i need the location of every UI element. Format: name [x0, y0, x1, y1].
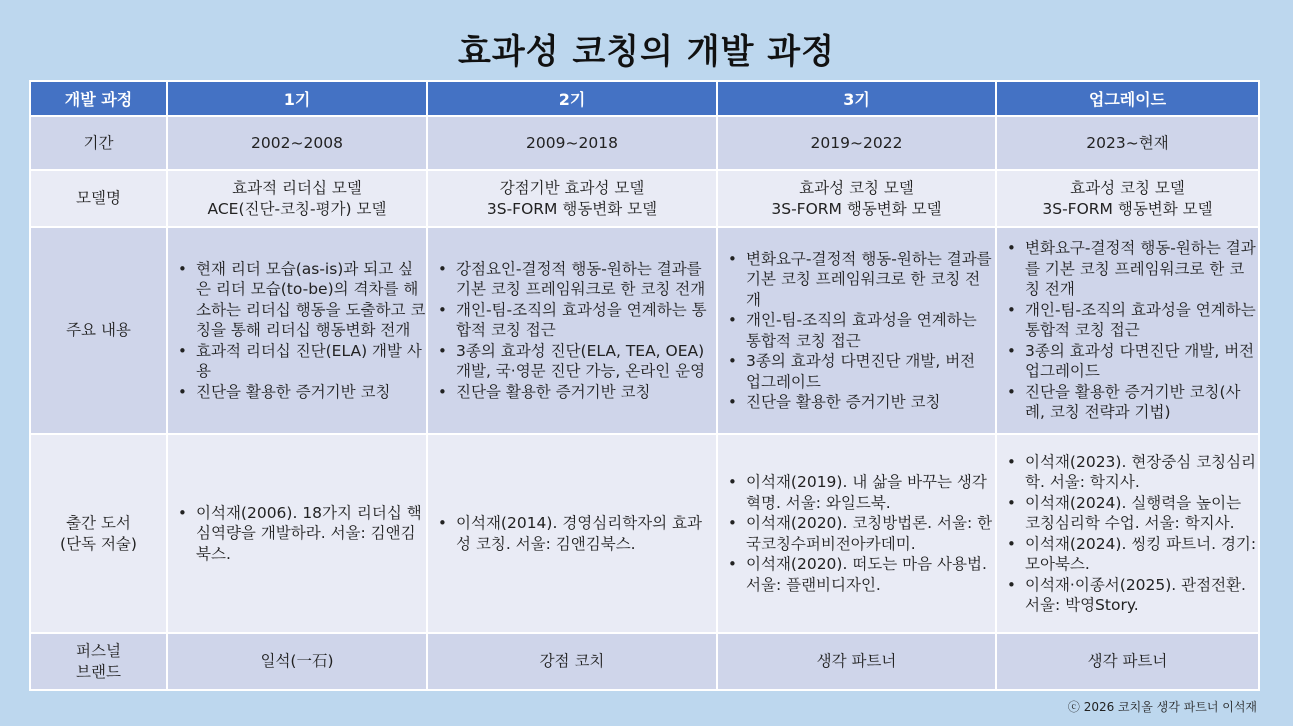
period-gen1: 2002~2008: [167, 116, 427, 170]
content-gen2-list: [428, 259, 716, 403]
model-gen1: [167, 170, 427, 227]
model-gen3-line: 3S-FORM 행동변화 모델: [771, 199, 942, 218]
table-header-row: [30, 81, 1259, 116]
header-gen2: 2기: [427, 81, 717, 116]
list-item: • 개인-팀-조직의 효과성을 연계하는 통합적 코칭 접근: [1025, 300, 1258, 341]
row-label-books-line: (단독 저술): [60, 534, 137, 553]
list-item: • 이석재(2020). 떠도는 마음 사용법. 서울: 플랜비디자인.: [746, 554, 995, 595]
content-upgrade: [996, 227, 1259, 434]
row-label-content: 주요 내용: [30, 227, 167, 434]
content-gen3: [717, 227, 996, 434]
row-label-model: 모델명: [30, 170, 167, 227]
list-item: • 이석재(2020). 코칭방법론. 서울: 한국코칭수퍼비전아카데미.: [746, 513, 995, 554]
header-gen3: 3기: [717, 81, 996, 116]
list-item: • 변화요구-결정적 행동-원하는 결과를 기본 코칭 프레임워크로 한 코칭 전개: [1025, 238, 1258, 300]
model-upgrade-line: 효과성 코칭 모델: [1070, 178, 1185, 197]
list-item: • 진단을 활용한 증거기반 코칭: [746, 392, 995, 413]
page-title: 효과성 코칭의 개발 과정: [458, 32, 835, 72]
list-item: • 3종의 효과성 다면진단 개발, 버전 업그레이드: [746, 351, 995, 392]
row-label-brand-line: 퍼스널: [76, 641, 121, 660]
books-gen1: [167, 434, 427, 633]
books-gen3: [717, 434, 996, 633]
model-gen2-line: 3S-FORM 행동변화 모델: [486, 199, 658, 218]
list-item: • 이석재·이종서(2025). 관점전환. 서울: 박영Story.: [1025, 575, 1258, 616]
brand-gen3: 생각 파트너: [717, 633, 996, 690]
books-gen3-list: [718, 472, 995, 595]
content-gen1-list: [168, 259, 426, 403]
model-gen3-line: 효과성 코칭 모델: [799, 178, 914, 197]
brand-upgrade: 생각 파트너: [996, 633, 1259, 690]
model-gen2: [427, 170, 717, 227]
row-label-brand-line: 브랜드: [76, 662, 121, 681]
table-row-model: [30, 170, 1259, 227]
table-row-content: [30, 227, 1259, 434]
content-upgrade-list: [997, 238, 1258, 423]
list-item: • 3종의 효과성 진단(ELA, TEA, OEA) 개발, 국·영문 진단 가능, 온라인 운영: [456, 341, 716, 382]
books-upgrade-list: [997, 452, 1258, 616]
books-upgrade: [996, 434, 1259, 633]
list-item: • 3종의 효과성 다면진단 개발, 버전 업그레이드: [1025, 341, 1258, 382]
row-label-books: [30, 434, 167, 633]
table-row-brand: [30, 633, 1259, 690]
period-gen2: 2009~2018: [427, 116, 717, 170]
list-item: • 이석재(2014). 경영심리학자의 효과성 코칭. 서울: 김앤김북스.: [456, 513, 716, 554]
content-gen3-list: [718, 249, 995, 413]
list-item: • 개인-팀-조직의 효과성을 연계하는 통합적 코칭 접근: [746, 310, 995, 351]
list-item: • 이석재(2019). 내 삶을 바꾸는 생각혁명. 서울: 와일드북.: [746, 472, 995, 513]
list-item: • 진단을 활용한 증거기반 코칭: [456, 382, 716, 403]
period-gen3: 2019~2022: [717, 116, 996, 170]
content-gen1: [167, 227, 427, 434]
list-item: • 강점요인-결정적 행동-원하는 결과를 기본 코칭 프레임워크로 한 코칭 전개: [456, 259, 716, 300]
header-gen1: 1기: [167, 81, 427, 116]
list-item: • 현재 리더 모습(as-is)과 되고 싶은 리더 모습(to-be)의 격차를 해소하는 리더십 행동을 도출하고 코칭을 통해 리더십 행동변화 전개: [196, 259, 426, 341]
list-item: • 이석재(2024). 씽킹 파트너. 경기: 모아북스.: [1025, 534, 1258, 575]
list-item: • 이석재(2024). 실행력을 높이는 코칭심리학 수업. 서울: 학지사.: [1025, 493, 1258, 534]
development-process-table: [29, 80, 1260, 691]
model-gen1-line: ACE(진단-코칭-평가) 모델: [207, 199, 387, 218]
brand-gen2: 강점 코치: [427, 633, 717, 690]
list-item: • 이석재(2023). 현장중심 코칭심리학. 서울: 학지사.: [1025, 452, 1258, 493]
list-item: • 진단을 활용한 증거기반 코칭: [196, 382, 426, 403]
period-upgrade: 2023~현재: [996, 116, 1259, 170]
model-upgrade-line: 3S-FORM 행동변화 모델: [1042, 199, 1213, 218]
list-item: • 효과적 리더십 진단(ELA) 개발 사용: [196, 341, 426, 382]
model-gen1-line: 효과적 리더십 모델: [232, 178, 362, 197]
list-item: • 이석재(2006). 18가지 리더십 핵심역량을 개발하라. 서울: 김앤김북스.: [196, 503, 426, 565]
row-label-books-line: 출간 도서: [66, 513, 131, 532]
header-upgrade: 업그레이드: [996, 81, 1259, 116]
books-gen1-list: [168, 503, 426, 565]
list-item: • 변화요구-결정적 행동-원하는 결과를 기본 코칭 프레임워크로 한 코칭 전개: [746, 249, 995, 311]
list-item: • 진단을 활용한 증거기반 코칭(사례, 코칭 전략과 기법): [1025, 382, 1258, 423]
model-gen2-line: 강점기반 효과성 모델: [499, 178, 645, 197]
model-gen3: [717, 170, 996, 227]
brand-gen1: 일석(一石): [167, 633, 427, 690]
books-gen2-list: [428, 513, 716, 554]
list-item: • 개인-팀-조직의 효과성을 연계하는 통합적 코칭 접근: [456, 300, 716, 341]
row-label-brand: [30, 633, 167, 690]
row-label-period: 기간: [30, 116, 167, 170]
copyright-footer: ⓒ 2026 코치올 생각 파트너 이석재: [1067, 700, 1257, 714]
books-gen2: [427, 434, 717, 633]
table-row-books: [30, 434, 1259, 633]
table-row-period: [30, 116, 1259, 170]
content-gen2: [427, 227, 717, 434]
model-upgrade: [996, 170, 1259, 227]
header-process: 개발 과정: [30, 81, 167, 116]
